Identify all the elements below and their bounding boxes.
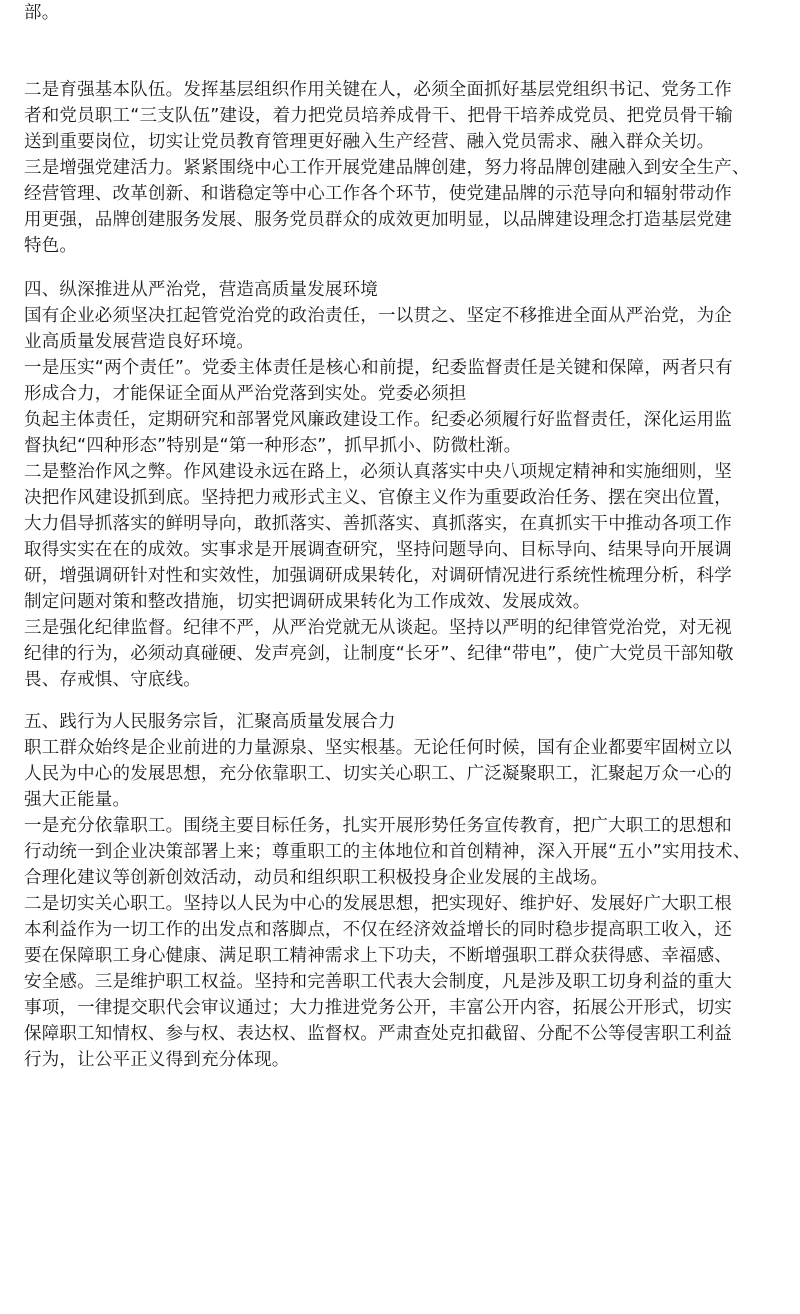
text-line: 本利益作为一切工作的出发点和落脚点，不仅在经济效益增长的同时稳步提高职工收入，还: [24, 920, 732, 940]
section-heading: 五、践行为人民服务宗旨，汇聚高质量发展合力: [24, 712, 396, 732]
text-line: 纪律的行为，必须动真碰硬、发声亮剑，让制度“长牙”、纪律“带电”，使广大党员干部知敬: [24, 644, 734, 664]
text-line: 者和党员职工“三支队伍”建设，着力把党员培养成骨干、把骨干培养成党员、把党员骨干输: [24, 106, 733, 126]
text-line: 三是强化纪律监督。纪律不严，从严治党就无从谈起。坚持以严明的纪律管党治党，对无视: [24, 618, 732, 638]
text-line: 业高质量发展营造良好环境。: [24, 332, 255, 352]
text-line: 二是整治作风之弊。作风建设永远在路上，必须认真落实中央八项规定精神和实施细则，坚: [24, 462, 732, 482]
text-line: 大力倡导抓落实的鲜明导向，敢抓落实、善抓落实、真抓落实，在真抓实干中推动各项工作: [24, 514, 732, 534]
text-line: 一是充分依靠职工。围绕主要目标任务，扎实开展形势任务宣传教育，把广大职工的思想和: [24, 816, 732, 836]
text-line: 二是育强基本队伍。发挥基层组织作用关键在人，必须全面抓好基层党组织书记、党务工作: [24, 80, 732, 100]
text-line: 研，增强调研针对性和实效性，加强调研成果转化，对调研情况进行系统性梳理分析，科学: [24, 566, 732, 586]
text-line: 特色。: [24, 236, 78, 256]
text-line: 国有企业必须坚决扛起管党治党的政治责任，一以贯之、坚定不移推进全面从严治党，为企: [24, 306, 732, 326]
text-line: 合理化建议等创新创效活动，动员和组织职工积极投身企业发展的主战场。: [24, 868, 609, 888]
text-line: 制定问题对策和整改措施，切实把调研成果转化为工作成效、发展成效。: [24, 592, 591, 612]
text-line: 送到重要岗位，切实让党员教育管理更好融入生产经营、融入党员需求、融入群众关切。: [24, 132, 715, 152]
text-line: 行为，让公平正义得到充分体现。: [24, 1050, 290, 1070]
text-line: 用更强，品牌创建服务发展、服务党员群众的成效更加明显，以品牌建设理念打造基层党建: [24, 210, 732, 230]
text-line: 一是压实“两个责任”。党委主体责任是核心和前提，纪委监督责任是关键和保障，两者只有: [24, 358, 733, 378]
text-line: 畏、存戒惧、守底线。: [24, 670, 201, 690]
section-heading: 四、纵深推进从严治党，营造高质量发展环境: [24, 280, 378, 300]
text-line: 经营管理、改革创新、和谐稳定等中心工作各个环节，使党建品牌的示范导向和辐射带动作: [24, 184, 732, 204]
text-line: 形成合力，才能保证全面从严治党落到实处。党委必须担: [24, 384, 467, 404]
text-line: 三是增强党建活力。紧紧围绕中心工作开展党建品牌创建，努力将品牌创建融入到安全生产、: [24, 158, 750, 178]
text-line: 负起主体责任，定期研究和部署党风廉政建设工作。纪委必须履行好监督责任，深化运用监: [24, 410, 732, 430]
text-line: 决把作风建设抓到底。坚持把力戒形式主义、官僚主义作为重要政治任务、摆在突出位置，: [24, 488, 732, 508]
text-line: 保障职工知情权、参与权、表达权、监督权。严肃查处克扣截留、分配不公等侵害职工利益: [24, 1024, 732, 1044]
text-line: 行动统一到企业决策部署上来；尊重职工的主体地位和首创精神，深入开展“五小”实用技术、: [24, 842, 751, 862]
text-line: 要在保障职工身心健康、满足职工精神需求上下功夫，不断增强职工群众获得感、幸福感、: [24, 946, 732, 966]
text-line: 安全感。三是维护职工权益。坚持和完善职工代表大会制度，凡是涉及职工切身利益的重大: [24, 972, 732, 992]
text-line: 职工群众始终是企业前进的力量源泉、坚实根基。无论任何时候，国有企业都要牢固树立以: [24, 738, 732, 758]
text-line: 事项，一律提交职代会审议通过；大力推进党务公开，丰富公开内容，拓展公开形式，切实: [24, 998, 732, 1018]
text-line: 强大正能量。: [24, 790, 131, 810]
text-line: 部。: [24, 3, 60, 23]
text-line: 取得实实在在的成效。实事求是开展调查研究，坚持问题导向、目标导向、结果导向开展调: [24, 540, 732, 560]
text-line: 人民为中心的发展思想，充分依靠职工、切实关心职工、广泛凝聚职工，汇聚起万众一心的: [24, 764, 732, 784]
text-line: 督执纪“四种形态”特别是“第一种形态”，抓早抓小、防微杜渐。: [24, 436, 522, 456]
text-line: 二是切实关心职工。坚持以人民为中心的发展思想，把实现好、维护好、发展好广大职工根: [24, 894, 732, 914]
